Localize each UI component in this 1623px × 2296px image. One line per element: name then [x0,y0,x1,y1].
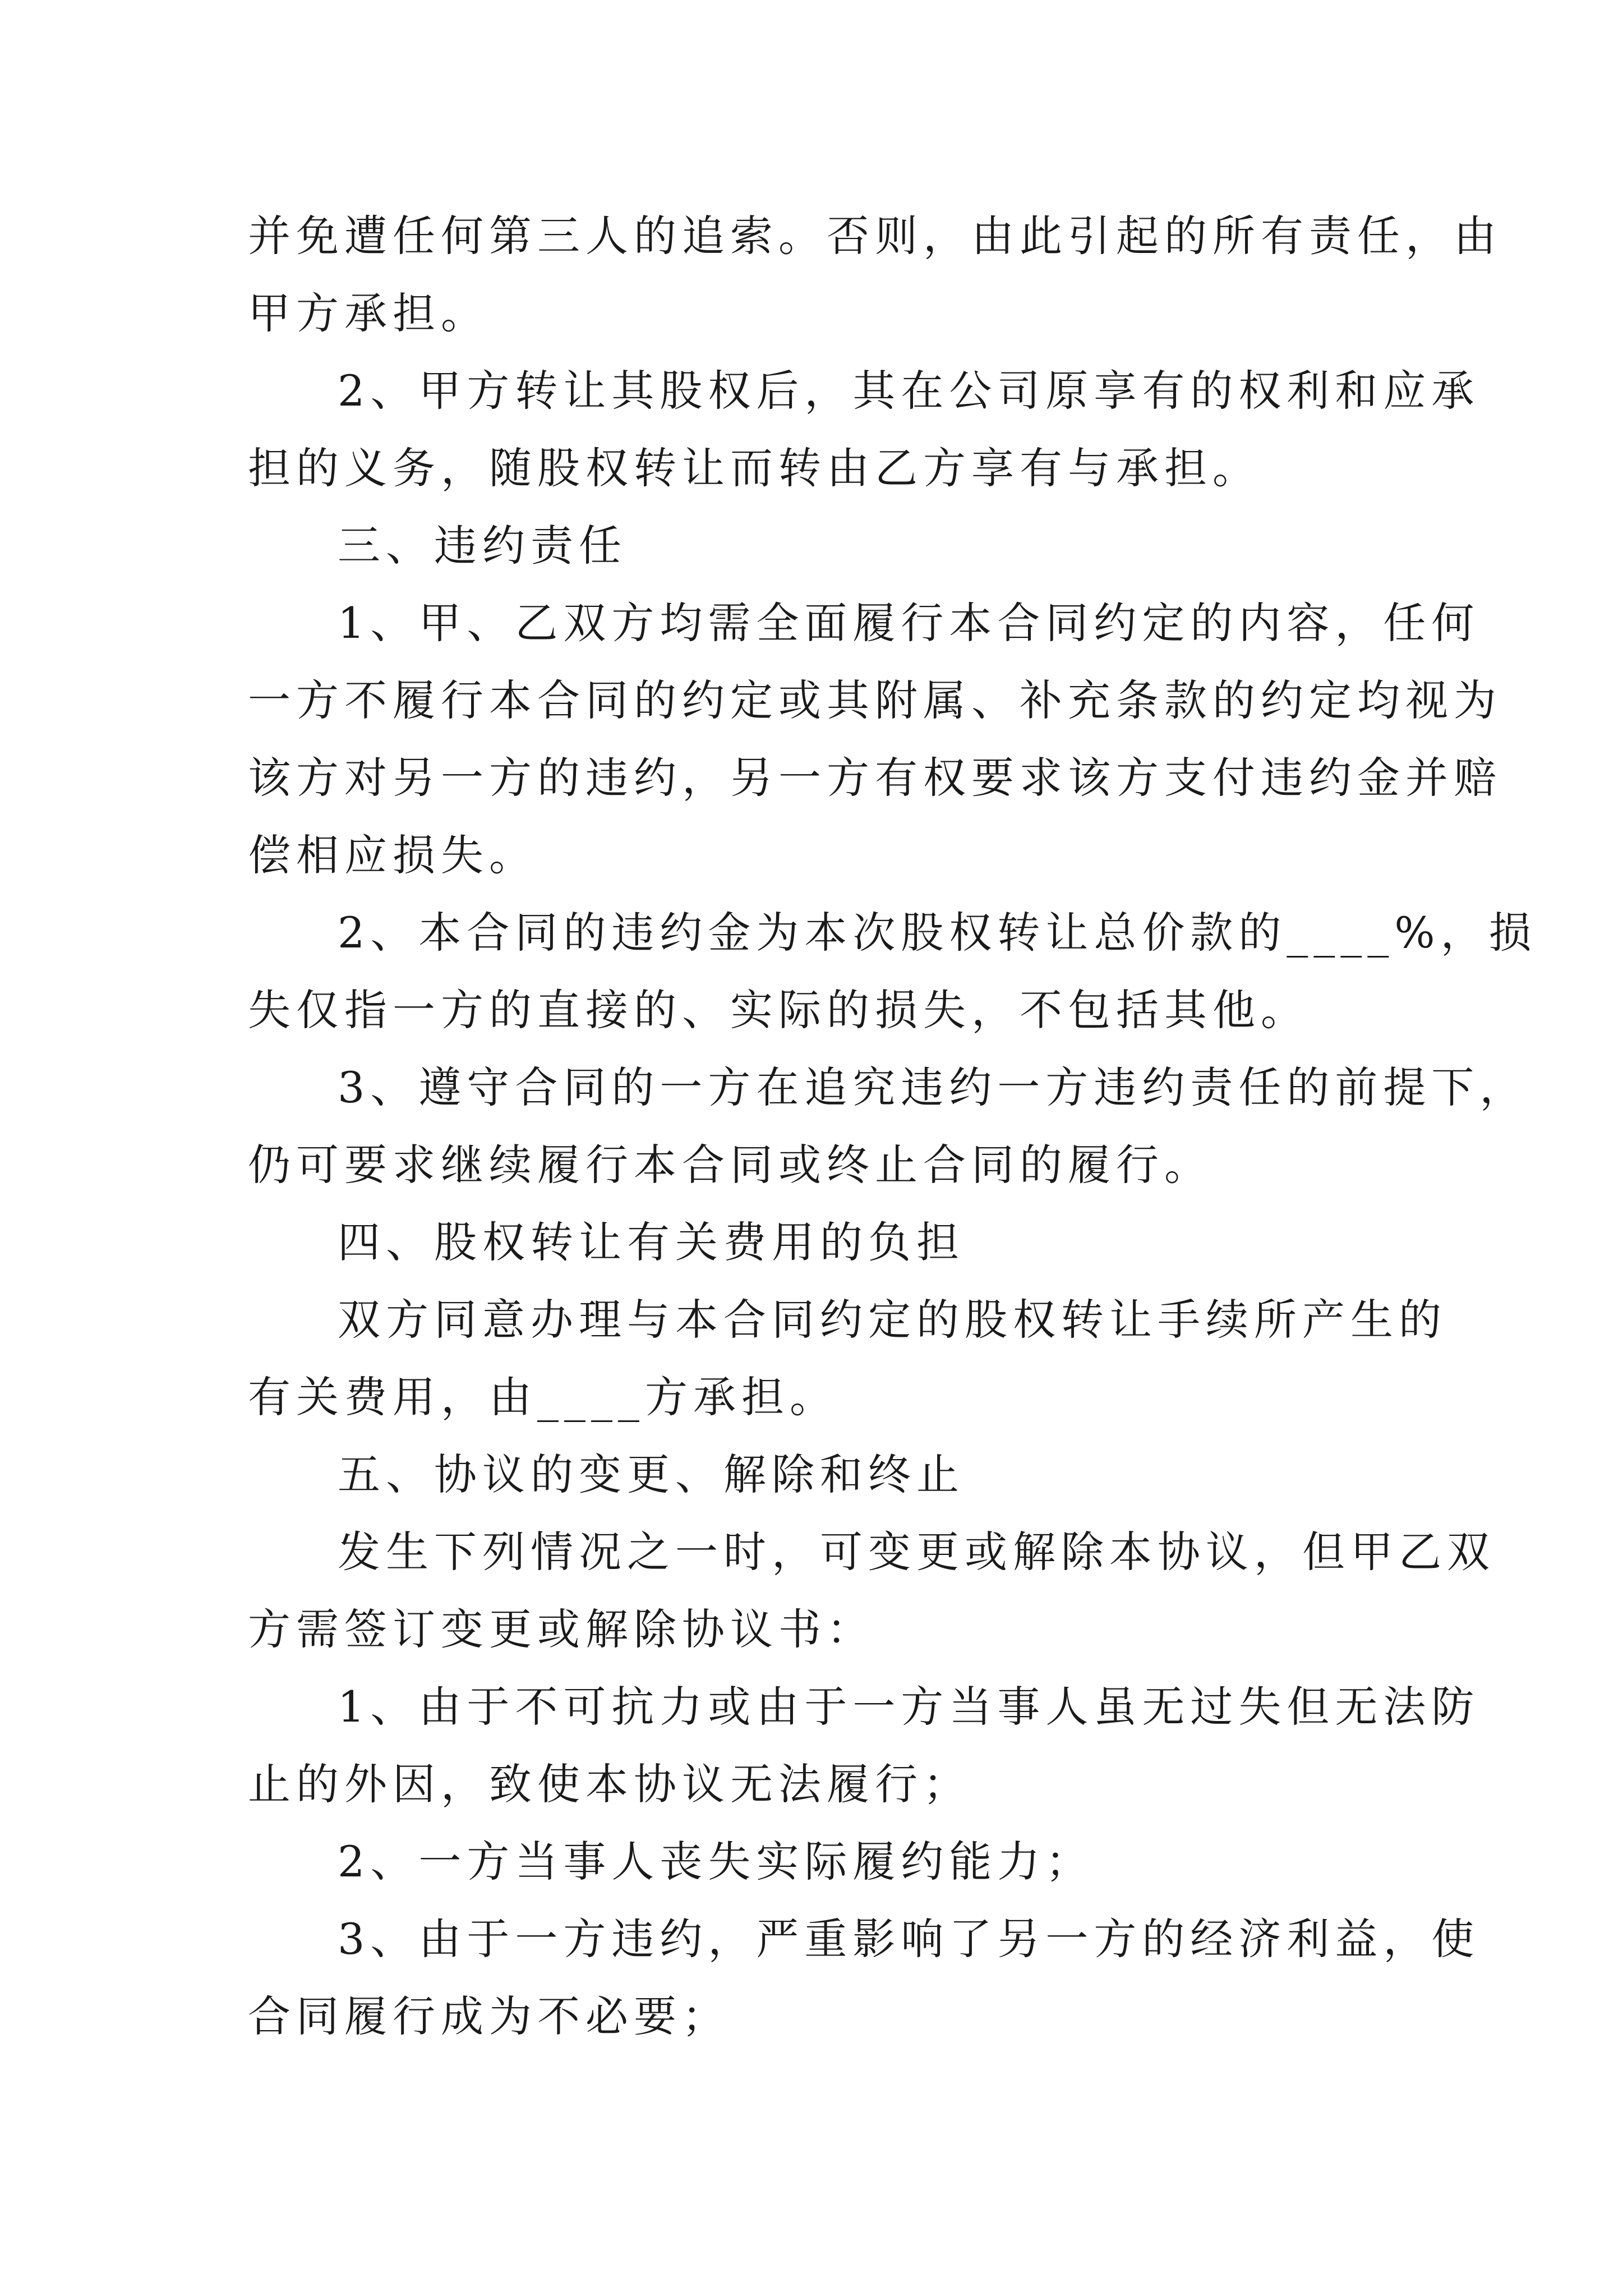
paragraph-line: 发生下列情况之一时，可变更或解除本协议，但甲乙双 [338,1527,1495,1577]
text-line: 止的外因，致使本协议无法履行； [248,1759,971,1809]
clause-2-line: 2、甲方转让其股权后，其在公司原享有的权利和应承 [338,366,1480,416]
document-body [248,197,1537,2055]
text-line: 方需签订变更或解除协议书： [248,1604,875,1654]
text-line: 甲方承担。 [248,288,489,338]
clause-line: 1、甲、乙双方均需全面履行本合同约定的内容，任何 [338,598,1480,648]
section-heading-3: 三、违约责任 [338,521,627,570]
text-line: 失仅指一方的直接的、实际的损失，不包括其他。 [248,985,1309,1035]
text-line: 有关费用，由____方承担。 [248,1372,838,1422]
text-line: 仍可要求继续履行本合同或终止合同的履行。 [248,1140,1212,1190]
paragraph-line: 双方同意办理与本合同约定的股权转让手续所产生的 [338,1295,1447,1345]
clause-line: 3、遵守合同的一方在追究违约一方违约责任的前提下， [338,1062,1528,1112]
text-line: 该方对另一方的违约，另一方有权要求该方支付违约金并赔 [248,753,1502,803]
clause-line: 3、由于一方违约，严重影响了另一方的经济利益，使 [338,1914,1480,1964]
text-line: 偿相应损失。 [248,830,537,880]
clause-line: 1、由于不可抗力或由于一方当事人虽无过失但无法防 [338,1682,1480,1732]
clause-line: 2、一方当事人丧失实际履约能力； [338,1837,1094,1887]
clause-line: 2、本合同的违约金为本次股权转让总价款的____%，损 [338,908,1537,958]
section-heading-4: 四、股权转让有关费用的负担 [338,1217,965,1267]
text-line: 一方不履行本合同的约定或其附属、补充条款的约定均视为 [248,675,1502,725]
section-heading-5: 五、协议的变更、解除和终止 [338,1450,965,1499]
text-line: 合同履行成为不必要； [248,1991,730,2041]
text-line: 并免遭任何第三人的追索。否则，由此引起的所有责任，由 [248,211,1502,261]
text-line: 担的义务，随股权转让而转由乙方享有与承担。 [248,443,1261,493]
